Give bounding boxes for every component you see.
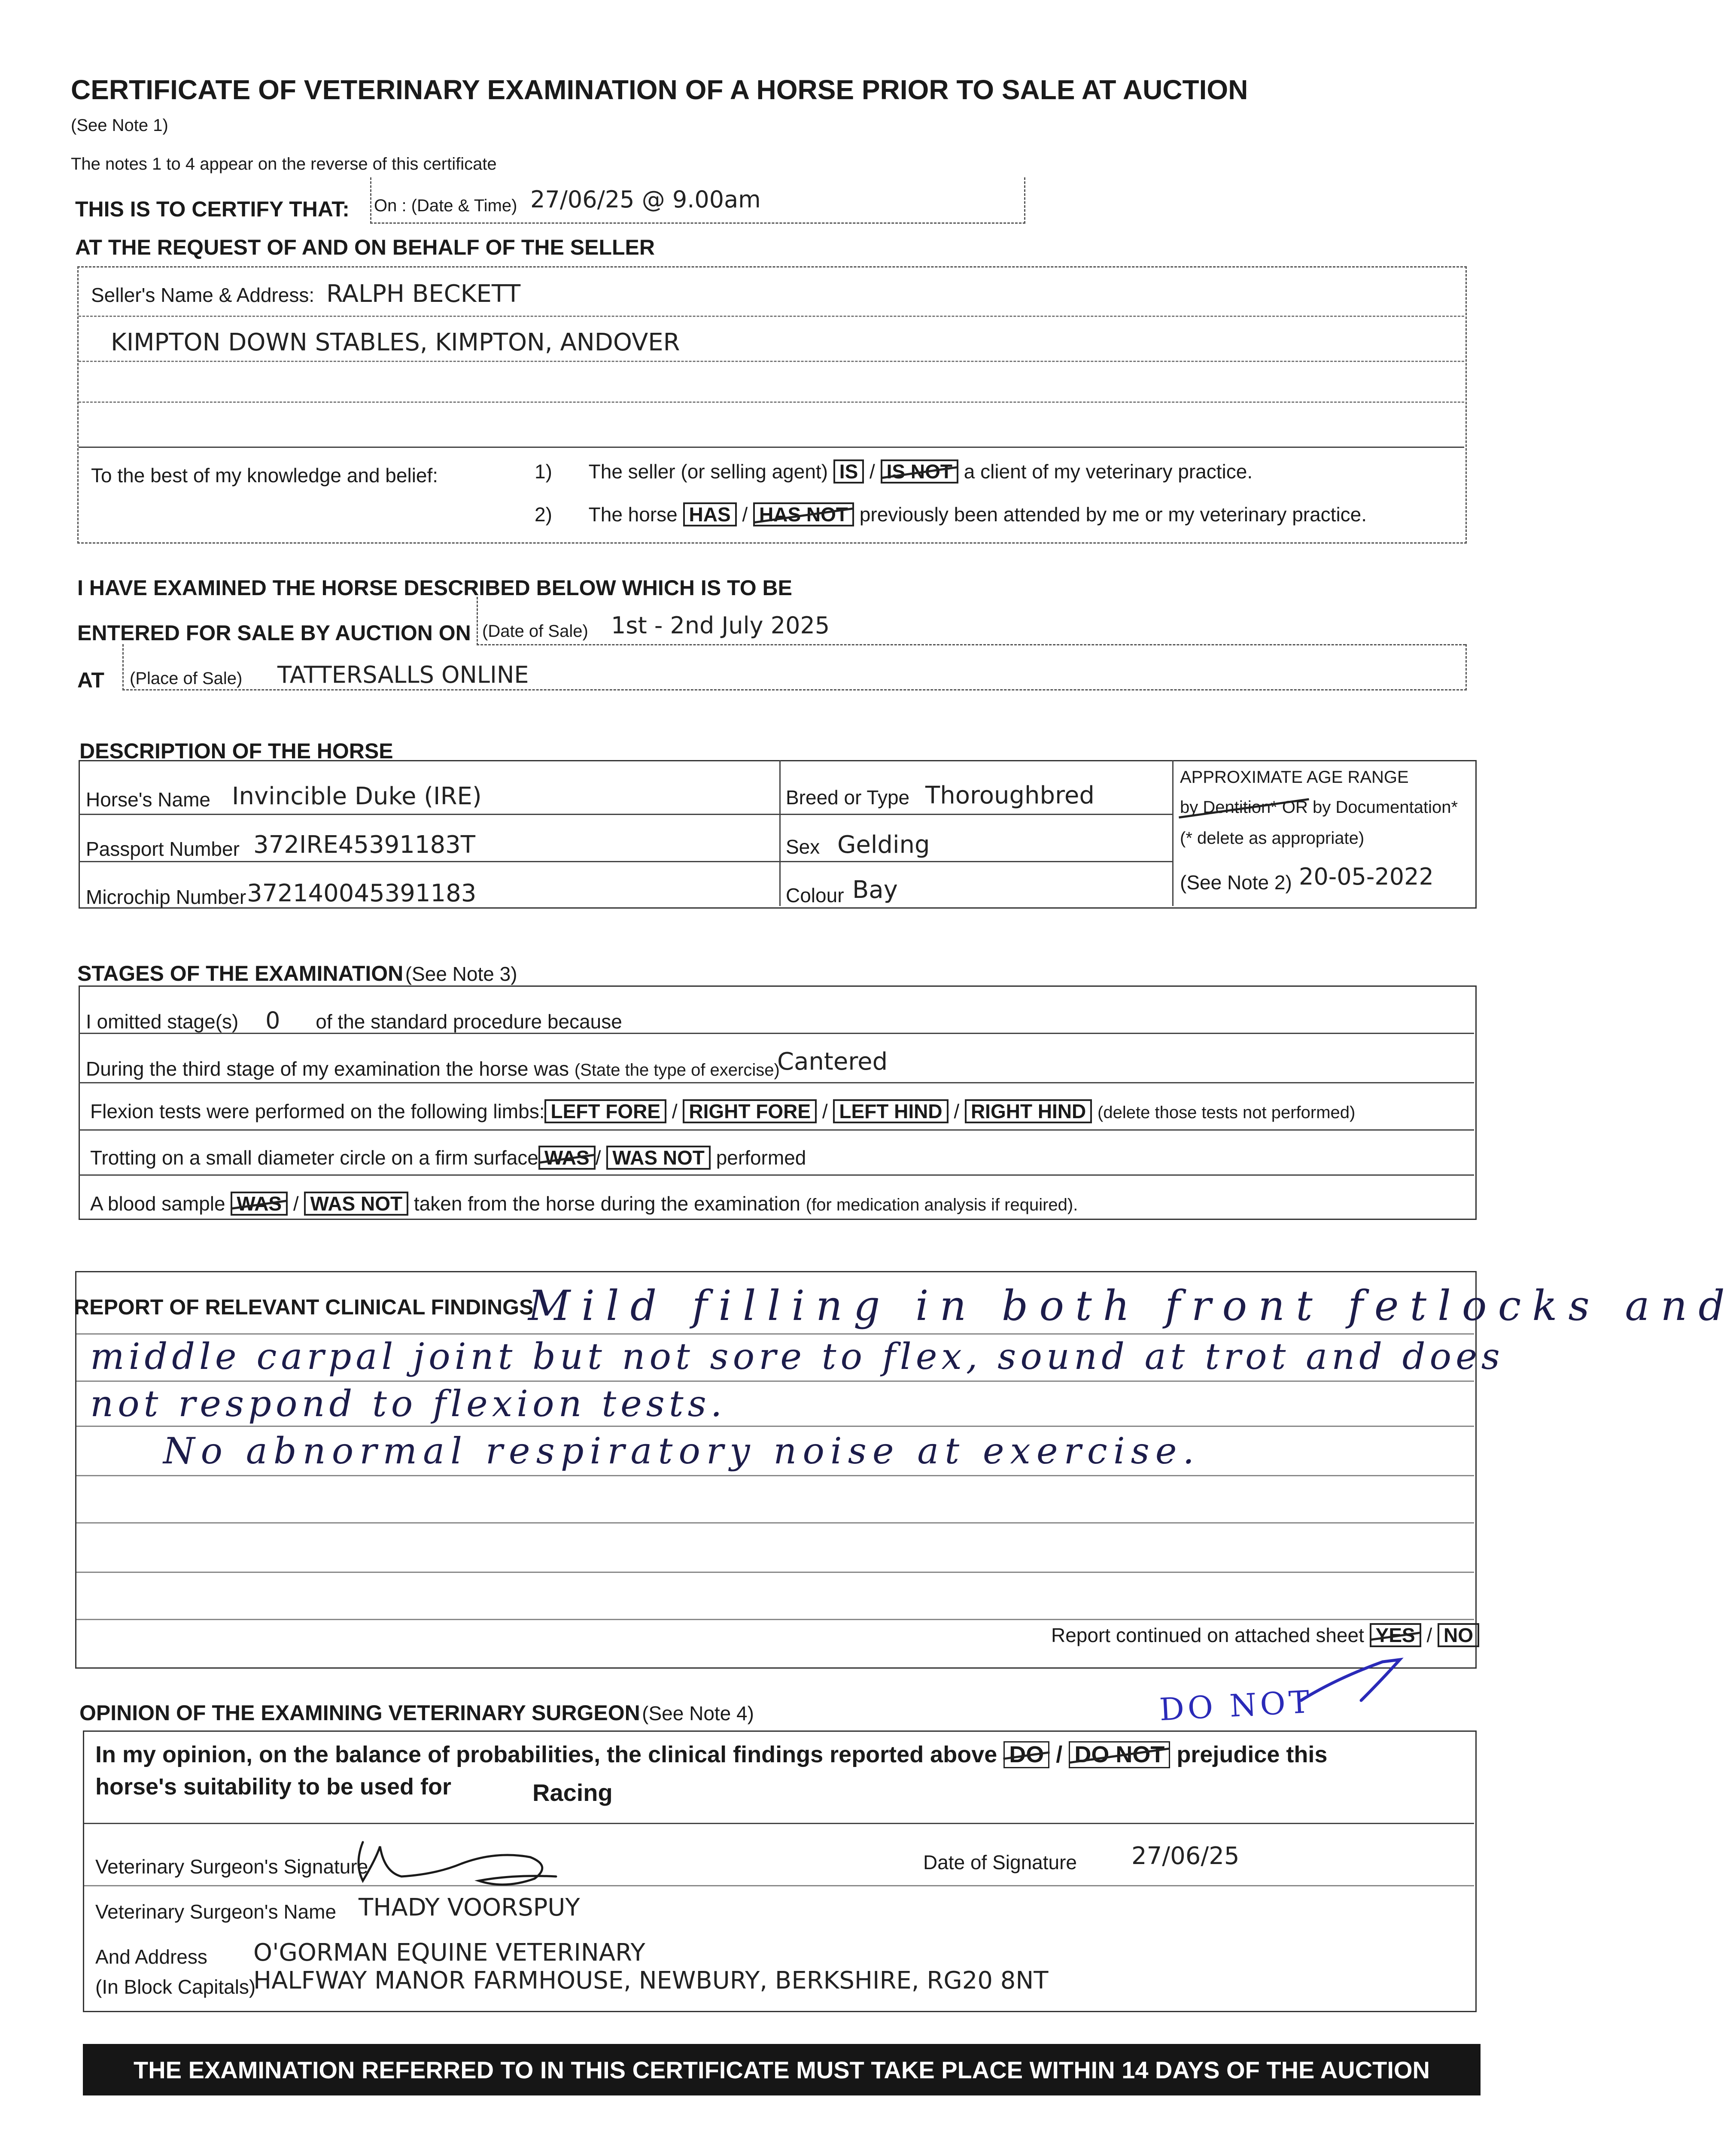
- opinion-sep: /: [1056, 1742, 1063, 1767]
- item1-pre: The seller (or selling agent): [588, 460, 828, 483]
- trotting-row: [90, 1146, 806, 1170]
- certify-label: THIS IS TO CERTIFY THAT:: [75, 197, 350, 221]
- colour-label: Colour: [786, 884, 844, 906]
- trotting-post: performed: [716, 1146, 806, 1169]
- age-value[interactable]: 20-05-2022: [1299, 863, 1434, 890]
- horse-name-value[interactable]: Invincible Duke (IRE): [232, 782, 482, 810]
- opinion-use-value[interactable]: Racing: [532, 1779, 613, 1806]
- address-label-2: (In Block Capitals): [95, 1976, 256, 1998]
- report-rule-7: [76, 1619, 1474, 1620]
- opinion-handwritten: DO NOT: [1158, 1683, 1314, 1728]
- sale-heading-2: ENTERED FOR SALE BY AUCTION ON: [77, 621, 471, 645]
- item1-num: 1): [535, 460, 552, 483]
- blood-note: (for medication analysis if required).: [806, 1195, 1078, 1214]
- third-stage-note: (State the type of exercise): [574, 1061, 780, 1080]
- certificate-title: CERTIFICATE OF VETERINARY EXAMINATION OF A HORSE PRIOR TO SALE AT AUCTION: [71, 74, 1248, 105]
- omitted-post: of the standard procedure because: [316, 1010, 622, 1033]
- certify-date-field[interactable]: [370, 177, 1025, 224]
- age-heading: APPROXIMATE AGE RANGE: [1180, 768, 1409, 787]
- omitted-pre: I omitted stage(s): [86, 1010, 239, 1033]
- opinion-line-2-text: horse's suitability to be used for: [95, 1774, 451, 1800]
- omitted-row: [86, 1007, 622, 1034]
- report-rule-6: [76, 1572, 1474, 1573]
- report-rule-2: [76, 1381, 1474, 1382]
- report-line-3[interactable]: not respond to flexion tests.: [90, 1383, 727, 1425]
- report-heading: REPORT OF RELEVANT CLINICAL FINDINGS: [74, 1295, 534, 1319]
- opinion-do-tag[interactable]: DO: [1003, 1741, 1049, 1768]
- flexion-right-fore[interactable]: RIGHT FORE: [683, 1099, 817, 1123]
- report-rule-3: [76, 1426, 1474, 1427]
- stages-row-2: [79, 1082, 1474, 1083]
- opinion-rule-1: [84, 1823, 1474, 1824]
- seller-line-2: [79, 361, 1464, 362]
- breed-label: Breed or Type: [786, 786, 910, 809]
- opinion-line-2: [95, 1773, 451, 1800]
- stages-row-3: [79, 1129, 1474, 1131]
- item2-has-tag[interactable]: HAS: [683, 502, 737, 526]
- continued-sep: /: [1426, 1624, 1432, 1646]
- report-rule-1: [76, 1333, 1474, 1335]
- desc-row-2: [79, 861, 1172, 862]
- flexion-note: (delete those tests not performed): [1098, 1103, 1356, 1122]
- age-documentation[interactable]: by Documentation*: [1313, 798, 1458, 817]
- passport-value[interactable]: 372IRE45391183T: [253, 831, 475, 859]
- seller-name-value[interactable]: RALPH BECKETT: [326, 280, 521, 308]
- age-see-note: (See Note 2): [1180, 871, 1292, 894]
- flexion-left-fore[interactable]: LEFT FORE: [544, 1099, 666, 1123]
- desc-col-1: [779, 760, 781, 906]
- continued-yes-tag[interactable]: YES: [1370, 1623, 1421, 1647]
- stages-row-4: [79, 1174, 1474, 1176]
- footer-banner: [83, 2044, 1481, 2095]
- report-rule-4: [76, 1475, 1474, 1476]
- place-of-sale-label: (Place of Sale): [130, 669, 243, 688]
- flexion-label: Flexion tests were performed on the following limbs:: [90, 1100, 545, 1122]
- report-line-1[interactable]: Mild filling in both front fetlocks and: [528, 1282, 1736, 1330]
- age-delete-note: (* delete as appropriate): [1180, 829, 1365, 848]
- vet-name-label: Veterinary Surgeon's Name: [95, 1901, 337, 1923]
- opinion-donot-tag[interactable]: DO NOT: [1069, 1741, 1170, 1768]
- blood-sep: /: [293, 1192, 299, 1215]
- sex-label: Sex: [786, 836, 820, 858]
- seller-address-value[interactable]: KIMPTON DOWN STABLES, KIMPTON, ANDOVER: [111, 328, 680, 356]
- stages-heading: [77, 961, 517, 986]
- third-stage-label: During the third stage of my examination the horse was: [86, 1058, 569, 1080]
- desc-row-1: [79, 814, 1172, 815]
- seller-heading: AT THE REQUEST OF AND ON BEHALF OF THE SELLER: [75, 235, 655, 259]
- microchip-value[interactable]: 372140045391183: [247, 879, 477, 907]
- seller-line-3: [79, 401, 1464, 403]
- flexion-right-hind[interactable]: RIGHT HIND: [965, 1099, 1092, 1123]
- trotting-sep: /: [595, 1146, 601, 1169]
- item2-num: 2): [535, 503, 552, 526]
- sale-date-field[interactable]: [477, 597, 1465, 645]
- item1-sep: /: [870, 460, 875, 483]
- report-line-4[interactable]: No abnormal respiratory noise at exercise.: [163, 1430, 1201, 1472]
- seller-item-1: [535, 459, 1253, 484]
- signature-label: Veterinary Surgeon's Signature: [95, 1855, 368, 1878]
- opinion-pre: In my opinion, on the balance of probabilities, the clinical findings reported above: [95, 1742, 997, 1767]
- third-stage-row: [86, 1057, 780, 1080]
- age-dentition[interactable]: by Dentition* OR: [1180, 798, 1308, 817]
- description-heading: DESCRIPTION OF THE HORSE: [79, 739, 393, 763]
- trotting-pre: Trotting on a small diameter circle on a firm surface: [90, 1146, 538, 1169]
- opinion-heading-text: OPINION OF THE EXAMINING VETERINARY SURGEON: [79, 1701, 640, 1725]
- opinion-post: prejudice this: [1177, 1742, 1328, 1767]
- knowledge-label: To the best of my knowledge and belief:: [91, 464, 438, 487]
- report-line-2[interactable]: middle carpal joint but not sore to flex, sound at trot and does: [90, 1335, 1504, 1378]
- place-of-sale-value: TATTERSALLS ONLINE: [277, 661, 529, 688]
- date-of-sale-value: 1st - 2nd July 2025: [611, 612, 830, 639]
- date-of-signature-label: Date of Signature: [923, 1851, 1077, 1873]
- address-label-1: And Address: [95, 1946, 207, 1968]
- opinion-handwritten-arrow: [1297, 1653, 1408, 1718]
- item1-is-tag[interactable]: IS: [833, 459, 864, 484]
- seller-line-1: [79, 316, 1464, 317]
- colour-value[interactable]: Bay: [852, 876, 898, 904]
- flexion-left-hind[interactable]: LEFT HIND: [833, 1099, 948, 1123]
- blood-post: taken from the horse during the examination: [413, 1192, 800, 1215]
- third-stage-value[interactable]: Cantered: [777, 1048, 888, 1076]
- date-of-signature-value[interactable]: 27/06/25: [1131, 1842, 1240, 1870]
- on-label: On : (Date & Time): [374, 196, 517, 215]
- seller-item-2: [535, 502, 1367, 526]
- item2-hasnot-tag[interactable]: HAS NOT: [753, 502, 854, 526]
- seller-line-4: [79, 447, 1464, 448]
- sale-place-field[interactable]: [122, 644, 1467, 690]
- seller-name-label: Seller's Name & Address:: [91, 284, 315, 306]
- blood-pre: A blood sample: [90, 1192, 225, 1215]
- address-line-2[interactable]: HALFWAY MANOR FARMHOUSE, NEWBURY, BERKSHIRE, RG20 8NT: [253, 1967, 1049, 1995]
- passport-label: Passport Number: [86, 838, 240, 860]
- flexion-row: [90, 1099, 1355, 1123]
- item2-pre: The horse: [588, 503, 678, 526]
- opinion-statement: [95, 1741, 1327, 1768]
- vet-name-value[interactable]: THADY VOORSPUY: [359, 1894, 580, 1922]
- opinion-heading-note: (See Note 4): [642, 1702, 754, 1724]
- flexion-sep-3: /: [954, 1100, 960, 1122]
- age-method-line: [1180, 798, 1458, 817]
- opinion-rule-2: [84, 1885, 1474, 1886]
- flexion-sep-2: /: [822, 1100, 828, 1122]
- sex-value[interactable]: Gelding: [837, 831, 930, 859]
- blood-wasnot-tag[interactable]: WAS NOT: [304, 1192, 408, 1216]
- omitted-value[interactable]: 0: [265, 1007, 280, 1034]
- breed-value[interactable]: Thoroughbred: [925, 782, 1095, 809]
- stages-heading-note: (See Note 3): [405, 963, 517, 985]
- signature-image: [350, 1834, 590, 1894]
- address-line-1[interactable]: O'GORMAN EQUINE VETERINARY: [253, 1939, 645, 1967]
- opinion-heading: [79, 1700, 754, 1725]
- date-of-sale-label: (Date of Sale): [482, 622, 588, 641]
- horse-name-label: Horse's Name: [86, 788, 210, 811]
- trotting-wasnot-tag[interactable]: WAS NOT: [606, 1146, 711, 1170]
- item2-post: previously been attended by me or my veterinary practice.: [859, 503, 1367, 526]
- flexion-sep-1: /: [672, 1100, 678, 1122]
- blood-row: [90, 1192, 1078, 1216]
- see-note-1: (See Note 1): [71, 116, 168, 135]
- at-label: AT: [77, 668, 104, 692]
- report-continued: [1051, 1623, 1479, 1647]
- stages-heading-text: STAGES OF THE EXAMINATION: [77, 961, 404, 985]
- footer-text: THE EXAMINATION REFERRED TO IN THIS CERTIFICATE MUST TAKE PLACE WITHIN 14 DAYS OF THE AUCTION: [134, 2056, 1430, 2083]
- microchip-label: Microchip Number: [86, 886, 246, 908]
- notes-line: The notes 1 to 4 appear on the reverse of this certificate: [71, 155, 497, 173]
- item1-isnot-tag[interactable]: IS NOT: [881, 459, 958, 484]
- report-rule-5: [76, 1522, 1474, 1524]
- report-continued-label: Report continued on attached sheet: [1051, 1624, 1364, 1646]
- desc-col-2: [1172, 760, 1174, 906]
- item2-sep: /: [742, 503, 748, 526]
- on-value: 27/06/25 @ 9.00am: [530, 186, 761, 213]
- item1-post: a client of my veterinary practice.: [964, 460, 1253, 483]
- blood-was-tag[interactable]: WAS: [231, 1192, 288, 1216]
- trotting-was-tag[interactable]: WAS: [538, 1146, 596, 1170]
- sale-heading-1: I HAVE EXAMINED THE HORSE DESCRIBED BELOW WHICH IS TO BE: [77, 576, 792, 600]
- continued-no-tag[interactable]: NO: [1438, 1623, 1479, 1647]
